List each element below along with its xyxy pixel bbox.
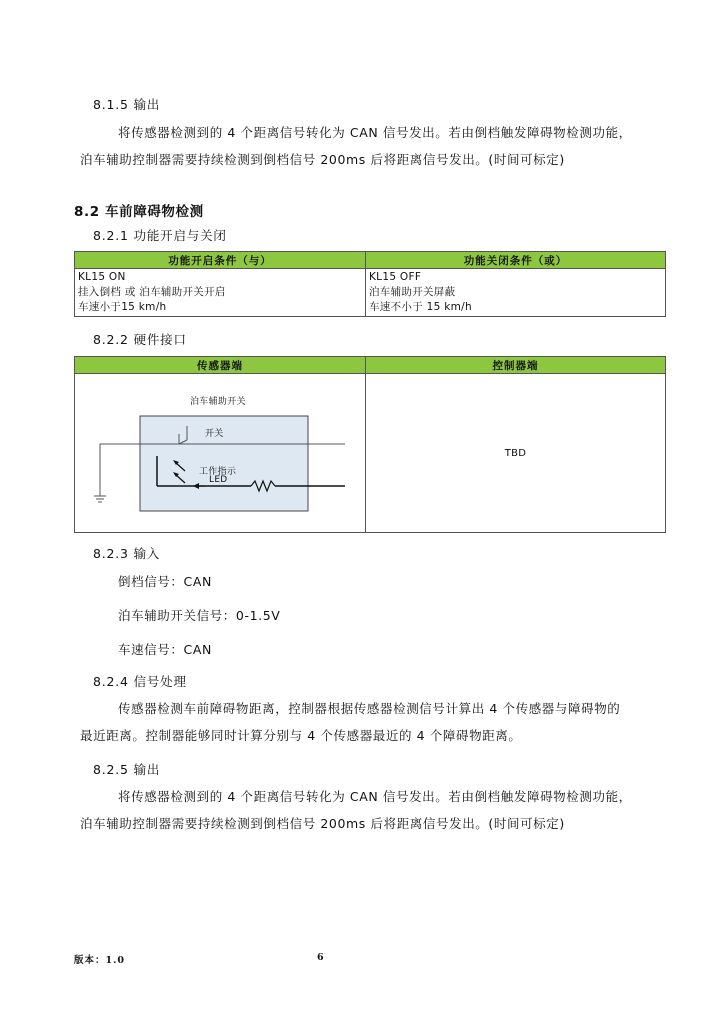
diagram-title: 泊车辅助开关 [190, 397, 246, 407]
disable-condition-3: 车速不小于 15 km/h [369, 301, 472, 313]
enable-condition-3: 车速小于15 km/h [78, 301, 167, 313]
para-8-2-5-line2: 泊车辅助控制器需要持续检测到倒档信号 200ms 后将距离信号发出。(时间可标定) [80, 816, 565, 831]
hardware-interface-table [74, 356, 666, 533]
table-header-sensor: 传感器端 [75, 357, 366, 374]
table-header-disable: 功能关闭条件（或） [366, 252, 666, 269]
heading-8-2-5: 8.2.5 输出 [93, 762, 161, 777]
disable-condition-2: 泊车辅助开关屏蔽 [369, 286, 456, 298]
controller-cell: TBD [366, 374, 666, 533]
input-item-2: 泊车辅助开关信号：0-1.5V [118, 608, 281, 623]
input-item-3: 车速信号：CAN [118, 642, 212, 657]
heading-8-2-2: 8.2.2 硬件接口 [93, 332, 187, 347]
heading-8-1-5: 8.1.5 输出 [93, 97, 161, 112]
sensor-diagram-cell [75, 374, 366, 533]
disable-conditions-cell [366, 269, 666, 317]
para-8-2-5-line1: 将传感器检测到的 4 个距离信号转化为 CAN 信号发出。若由倒档触发障碍物检测功能， [118, 789, 632, 804]
footer-version: 版本：1.0 [74, 955, 126, 966]
para-8-2-4-line2: 最近距离。控制器能够同时计算分别与 4 个传感器最近的 4 个障碍物距离。 [80, 728, 522, 743]
heading-8-2-3: 8.2.3 输入 [93, 546, 161, 561]
table-header-enable: 功能开启条件（与） [75, 252, 366, 269]
enable-condition-1: KL15 ON [78, 271, 126, 283]
table-header-controller: 控制器端 [366, 357, 666, 374]
para-8-1-5-line2: 泊车辅助控制器需要持续检测到倒档信号 200ms 后将距离信号发出。(时间可标定) [80, 152, 565, 167]
para-8-1-5-line1: 将传感器检测到的 4 个距离信号转化为 CAN 信号发出。若由倒档触发障碍物检测功能， [118, 125, 632, 140]
function-conditions-table [74, 251, 666, 317]
heading-8-2-1: 8.2.1 功能开启与关闭 [93, 228, 227, 243]
diagram-led-label: LED [209, 475, 228, 485]
diagram-switch-label: 开关 [205, 429, 224, 439]
heading-8-2-4: 8.2.4 信号处理 [93, 674, 187, 689]
enable-condition-2: 挂入倒档 或 泊车辅助开关开启 [78, 286, 226, 298]
ground-icon [94, 496, 106, 502]
heading-8-2: 8.2 车前障碍物检测 [74, 204, 204, 220]
disable-condition-1: KL15 OFF [369, 271, 422, 283]
diagram-indicator-label: 工作指示 [199, 467, 237, 477]
enable-conditions-cell [75, 269, 366, 317]
input-item-1: 倒档信号：CAN [118, 574, 212, 589]
para-8-2-4-line1: 传感器检测车前障碍物距离，控制器根据传感器检测信号计算出 4 个传感器与障碍物的 [118, 701, 621, 716]
page-number: 6 [317, 952, 325, 963]
